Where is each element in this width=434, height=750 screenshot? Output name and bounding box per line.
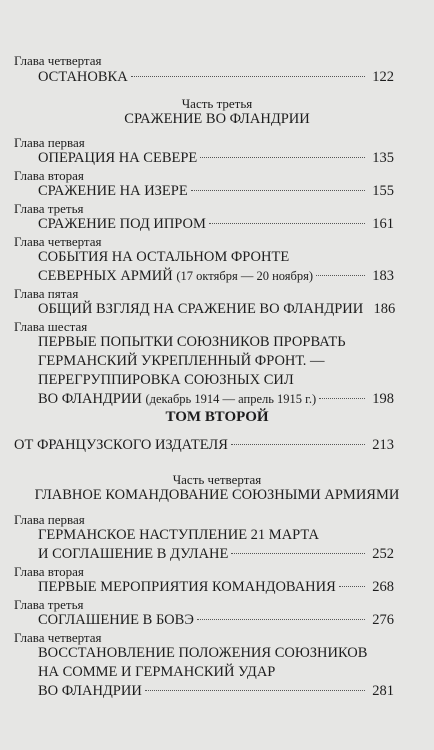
entry-title: ПЕРВЫЕ МЕРОПРИЯТИЯ КОМАНДОВАНИЯ bbox=[38, 579, 336, 595]
entry-title: ВО ФЛАНДРИИ bbox=[38, 683, 142, 699]
entry-title: И СОГЛАШЕНИЕ В ДУЛАНЕ bbox=[38, 546, 229, 562]
chapter-label: Глава пятая bbox=[14, 286, 79, 301]
toc-entry bbox=[38, 611, 394, 630]
entry-dates: (декабрь 1914 — апрель 1915 г.) bbox=[145, 392, 317, 406]
page-number: 252 bbox=[372, 546, 394, 562]
chapter-label: Глава четвертая bbox=[14, 630, 102, 645]
page-number: 281 bbox=[372, 683, 394, 699]
page-number: 122 bbox=[372, 69, 394, 85]
chapter-label: Глава вторая bbox=[14, 564, 84, 579]
entry-title: НА СОММЕ И ГЕРМАНСКИЙ УДАР bbox=[38, 664, 276, 680]
chapter-label: Глава третья bbox=[14, 597, 84, 612]
page-number: 276 bbox=[372, 612, 394, 628]
entry-title: ПЕРВЫЕ ПОПЫТКИ СОЮЗНИКОВ ПРОРВАТЬ bbox=[38, 334, 346, 350]
entry-title: ГЕРМАНСКОЕ НАСТУПЛЕНИЕ 21 МАРТА bbox=[38, 527, 320, 543]
entry-title: ОБЩИЙ ВЗГЛЯД НА СРАЖЕНИЕ ВО ФЛАНДРИИ bbox=[38, 301, 364, 317]
entry-title: ОТ ФРАНЦУЗСКОГО ИЗДАТЕЛЯ bbox=[14, 437, 228, 453]
toc-entry bbox=[38, 182, 394, 201]
page-number: 268 bbox=[372, 579, 394, 595]
toc-entry bbox=[38, 526, 394, 564]
entry-title: СРАЖЕНИЕ НА ИЗЕРЕ bbox=[38, 183, 188, 199]
chapter-label: Глава первая bbox=[14, 135, 85, 150]
entry-title: ГЕРМАНСКИЙ УКРЕПЛЕННЫЙ ФРОНТ. — bbox=[38, 353, 325, 369]
part-title: СРАЖЕНИЕ ВО ФЛАНДРИИ bbox=[124, 111, 310, 127]
entry-title: ПЕРЕГРУППИРОВКА СОЮЗНЫХ СИЛ bbox=[38, 372, 294, 388]
entry-title: ВОССТАНОВЛЕНИЕ ПОЛОЖЕНИЯ СОЮЗНИКОВ bbox=[38, 645, 368, 661]
page-number: 198 bbox=[372, 391, 394, 407]
chapter-label: Глава третья bbox=[14, 201, 84, 216]
page-number: 186 bbox=[373, 301, 396, 317]
toc-entry bbox=[38, 215, 394, 234]
chapter-label: Глава четвертая bbox=[14, 234, 102, 249]
entry-title: ВО ФЛАНДРИИ bbox=[38, 391, 142, 407]
part-label: Часть третья bbox=[181, 96, 253, 111]
toc-entry bbox=[38, 68, 394, 87]
part-label: Часть четвертая bbox=[172, 472, 262, 487]
page-number: 135 bbox=[372, 150, 394, 166]
chapter-label: Глава четвертая bbox=[14, 53, 102, 68]
toc-entry bbox=[38, 578, 394, 597]
entry-title: СОБЫТИЯ НА ОСТАЛЬНОМ ФРОНТЕ bbox=[38, 249, 290, 265]
page-number: 161 bbox=[372, 216, 394, 232]
toc-entry bbox=[14, 436, 394, 455]
entry-title: ОПЕРАЦИЯ НА СЕВЕРЕ bbox=[38, 150, 198, 166]
chapter-label: Глава первая bbox=[14, 512, 85, 527]
entry-title: СОГЛАШЕНИЕ В БОВЭ bbox=[38, 612, 194, 628]
toc-entry bbox=[38, 644, 394, 701]
volume-title: ТОМ ВТОРОЙ bbox=[165, 409, 269, 425]
page-number: 155 bbox=[372, 183, 394, 199]
page-number: 213 bbox=[372, 437, 394, 453]
part-title: ГЛАВНОЕ КОМАНДОВАНИЕ СОЮЗНЫМИ АРМИЯМИ bbox=[34, 487, 400, 503]
chapter-label: Глава шестая bbox=[14, 319, 88, 334]
toc-entry bbox=[38, 248, 394, 286]
toc-entry bbox=[38, 149, 394, 168]
toc-entry bbox=[38, 333, 394, 409]
entry-title: ОСТАНОВКА bbox=[38, 69, 128, 85]
entry-title: СЕВЕРНЫХ АРМИЙ bbox=[38, 268, 173, 284]
page-number: 183 bbox=[372, 268, 394, 284]
toc-entry bbox=[38, 300, 394, 319]
entry-title: СРАЖЕНИЕ ПОД ИПРОМ bbox=[38, 216, 206, 232]
entry-dates: (17 октября — 20 ноября) bbox=[176, 269, 314, 283]
chapter-label: Глава вторая bbox=[14, 168, 84, 183]
